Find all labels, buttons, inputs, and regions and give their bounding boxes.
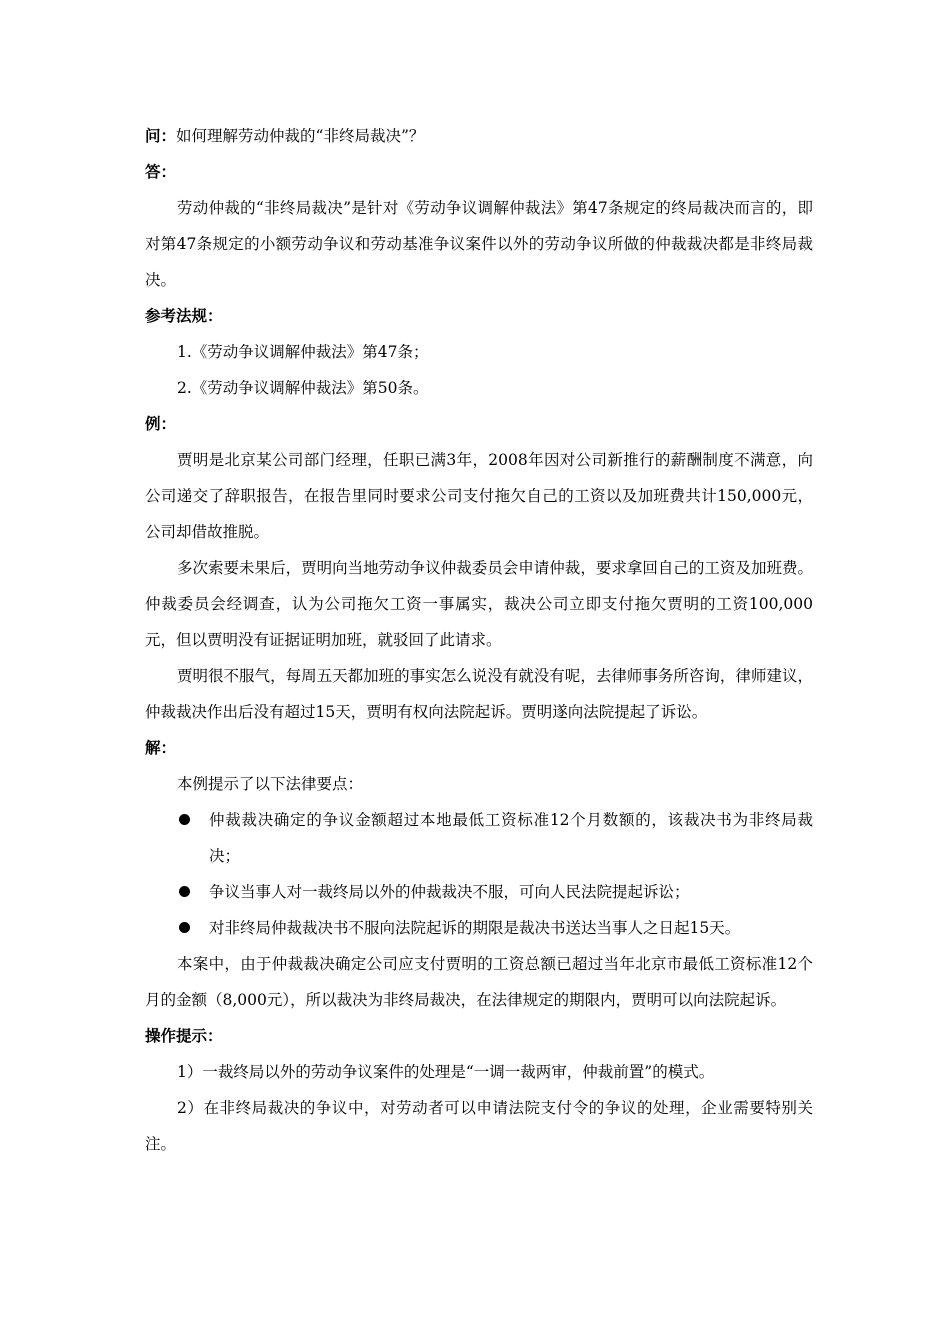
solution-bullet-list <box>145 802 813 946</box>
example-paragraph: 贾明是北京某公司部门经理，任职已满3年，2008年因对公司新推行的薪酬制度不满意，向公司递交了辞职报告，在报告里同时要求公司支付拖欠自己的工资以及加班费共计150,000元，公司却借故推脱。 <box>145 451 813 541</box>
example-paragraph: 贾明很不服气，每周五天都加班的事实怎么说没有就没有呢，去律师事务所咨询，律师建议，仲裁裁决作出后没有超过15天，贾明有权向法院起诉。贾明遂向法院提起了诉讼。 <box>145 667 813 721</box>
reference-item: 1.《劳动争议调解仲裁法》第47条； <box>177 343 429 361</box>
answer-paragraph: 劳动仲裁的“非终局裁决”是针对《劳动争议调解仲裁法》第47条规定的终局裁决而言的，即对第47条规定的小额劳动争议和劳动基准争议案件以外的劳动争议所做的仲裁裁决都是非终局裁决。 <box>145 199 813 289</box>
example-heading: 例： <box>145 414 177 433</box>
bullet-text: 争议当事人对一裁终局以外的仲裁裁决不服，可向人民法院提起诉讼； <box>209 883 690 901</box>
tips-heading: 操作提示： <box>145 1026 223 1045</box>
question-label: 问： <box>145 126 177 145</box>
bullet-text: 对非终局仲裁裁决书不服向法院起诉的期限是裁决书送达当事人之日起15天。 <box>209 919 741 937</box>
solution-conclusion: 本案中，由于仲裁裁决确定公司应支付贾明的工资总额已超过当年北京市最低工资标准12个月的金额（8,000元），所以裁决为非终局裁决，在法律规定的期限内，贾明可以向法院起诉。 <box>145 955 813 1009</box>
list-item <box>145 910 813 946</box>
references-heading: 参考法规： <box>145 306 223 325</box>
bullet-icon <box>179 922 190 933</box>
bullet-text: 仲裁裁决确定的争议金额超过本地最低工资标准12个月数额的，该裁决书为非终局裁决； <box>209 811 813 865</box>
question-text: 如何理解劳动仲裁的“非终局裁决”？ <box>176 127 425 145</box>
tip-item: 1）一裁终局以外的劳动争议案件的处理是“一调一裁两审，仲裁前置”的模式。 <box>177 1063 715 1081</box>
solution-heading: 解： <box>145 738 177 757</box>
example-paragraph: 多次索要未果后，贾明向当地劳动争议仲裁委员会申请仲裁，要求拿回自己的工资及加班费。仲裁委员会经调查，认为公司拖欠工资一事属实，裁决公司立即支付拖欠贾明的工资100,000元，但以贾明没有证据证明加班，就驳回了此请求。 <box>145 559 813 649</box>
bullet-icon <box>179 886 190 897</box>
tip-item: 2）在非终局裁决的争议中，对劳动者可以申请法院支付令的争议的处理，企业需要特别关注。 <box>145 1099 813 1153</box>
reference-item: 2.《劳动争议调解仲裁法》第50条。 <box>177 379 429 397</box>
list-item <box>145 874 813 910</box>
document-content <box>145 118 813 1162</box>
solution-intro: 本例提示了以下法律要点： <box>177 775 364 793</box>
question-line <box>145 118 813 154</box>
list-item <box>145 802 813 874</box>
bullet-icon <box>179 814 190 825</box>
answer-heading: 答： <box>145 162 177 181</box>
